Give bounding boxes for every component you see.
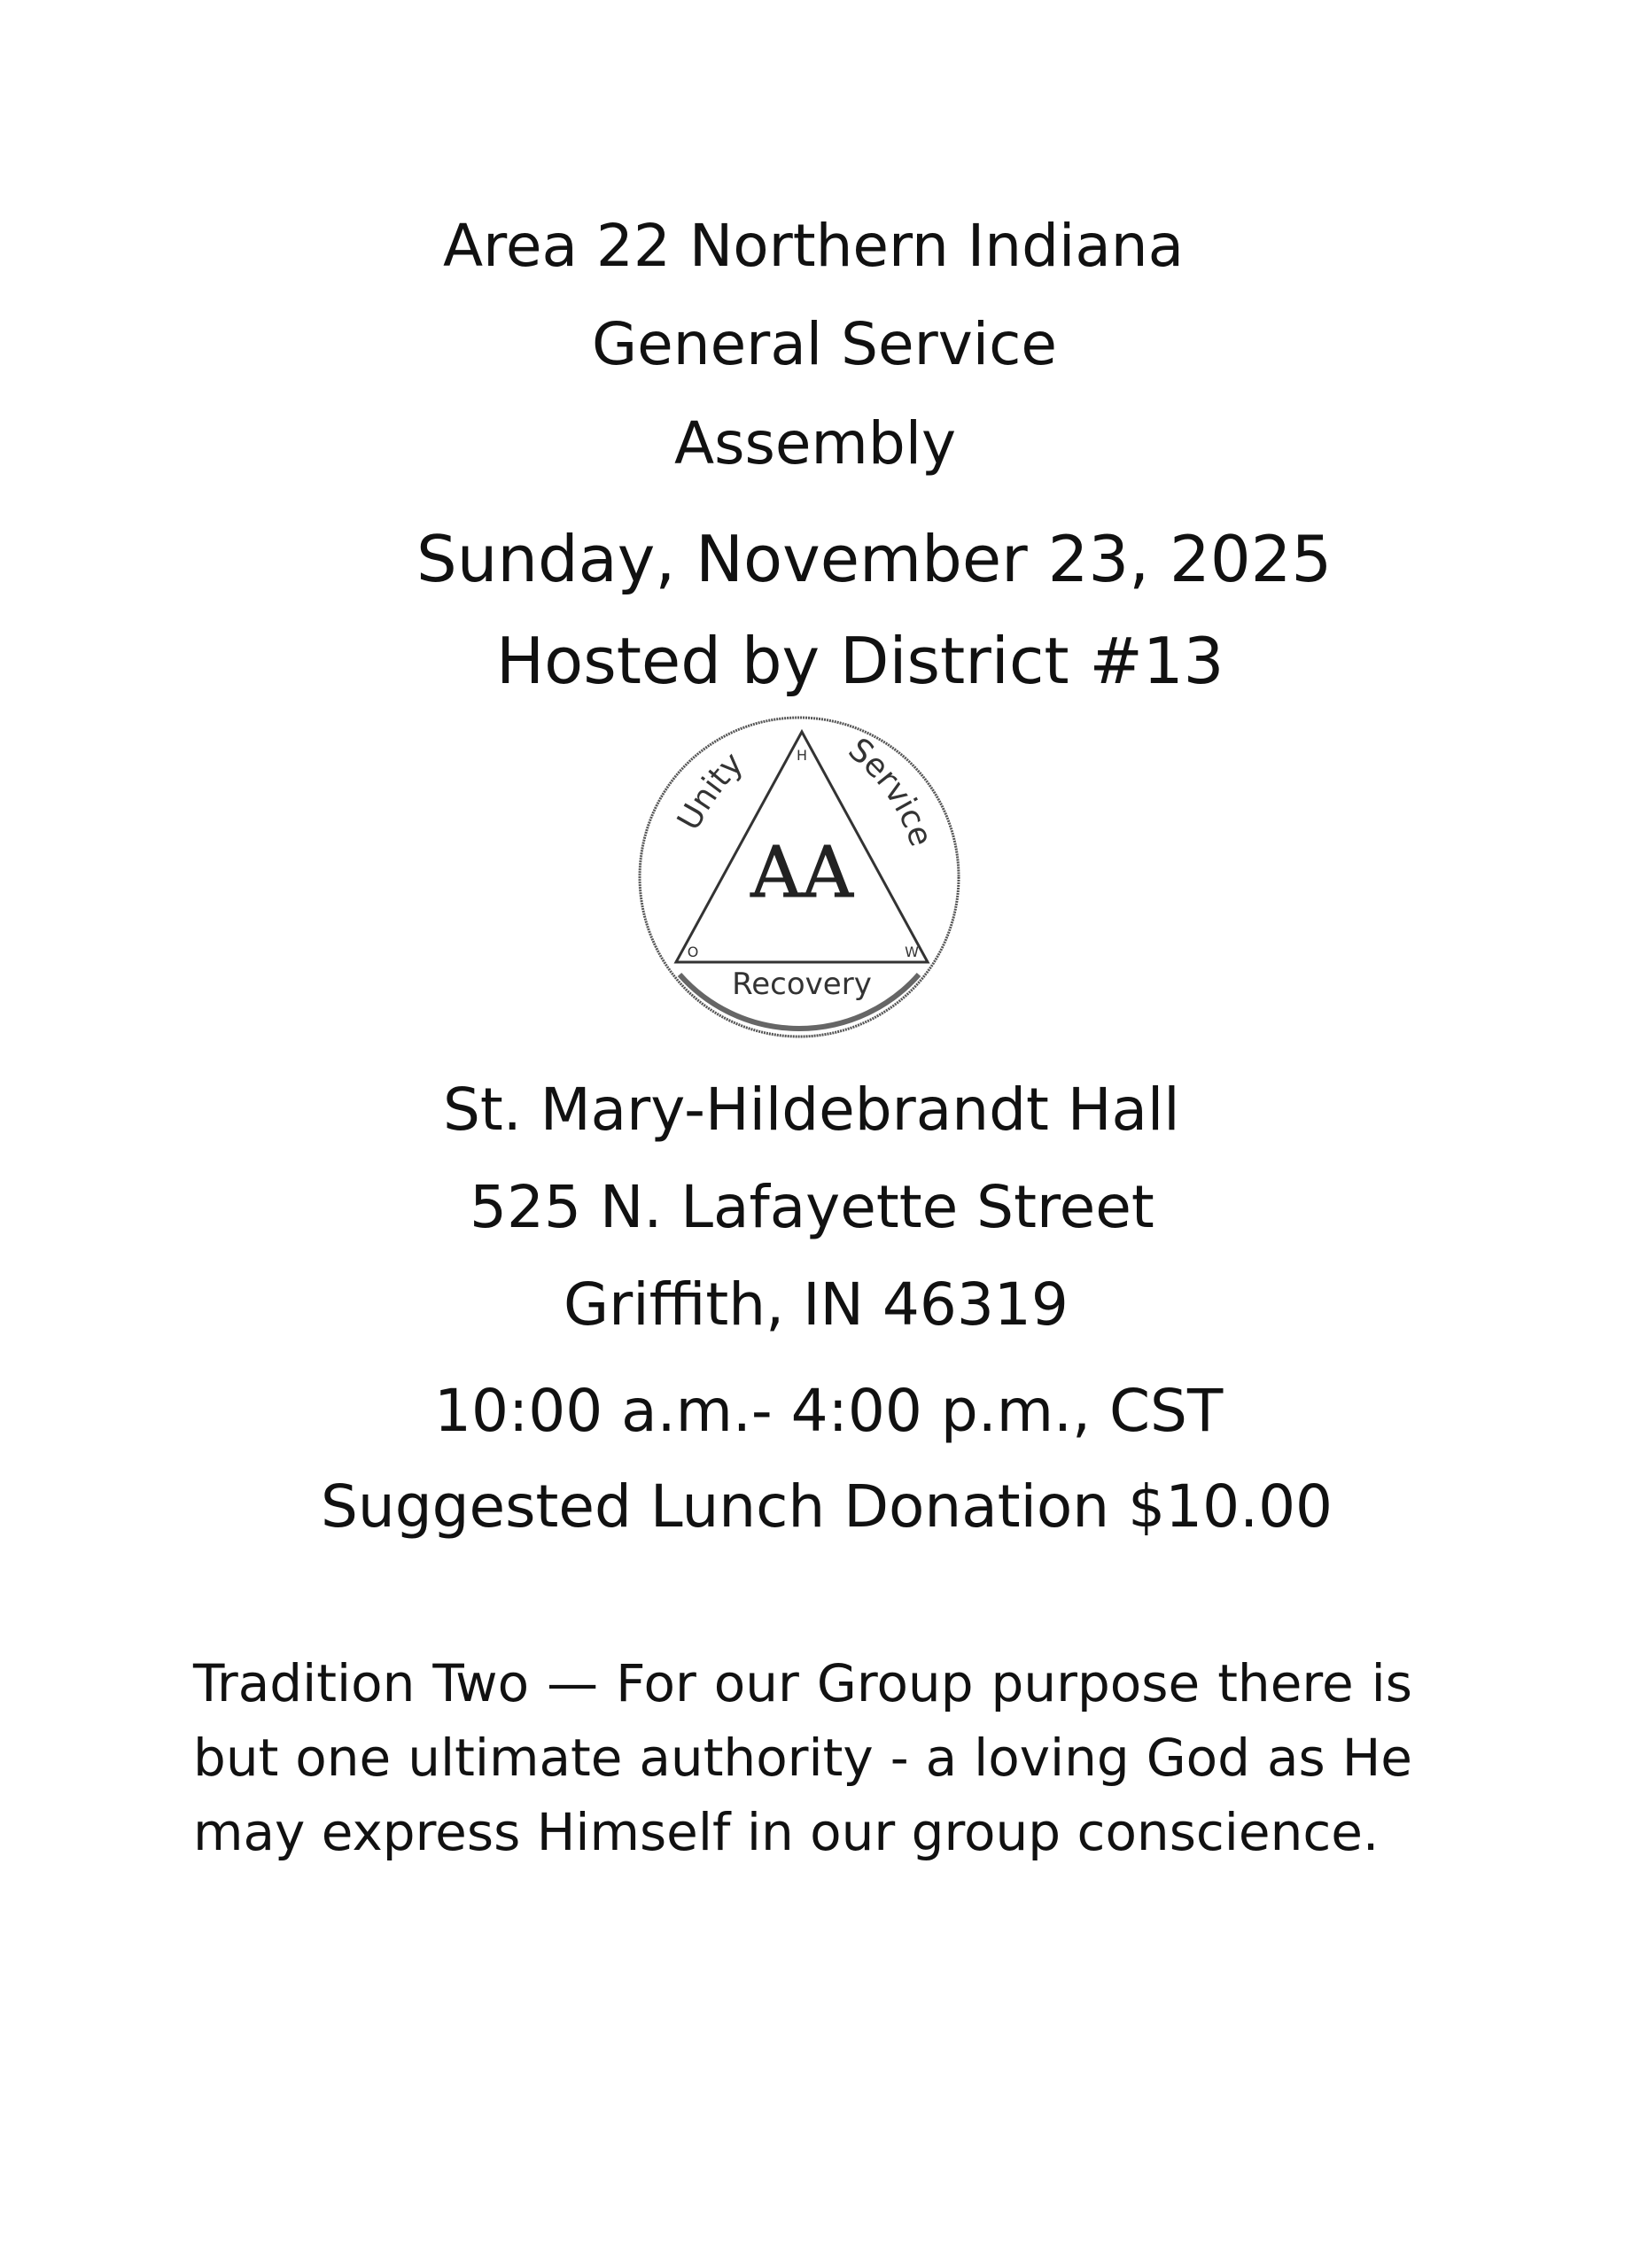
logo-top-letter: H (796, 747, 808, 764)
logo-left-corner-letter: O (687, 944, 699, 960)
tradition-two-text: Tradition Two — For our Group purpose there is but one ultimate authority - a loving God as He may express Himself in our group conscience. (193, 1653, 1412, 1862)
aa-logo-icon (626, 709, 972, 1045)
logo-service-path: Service (841, 731, 939, 851)
header-line-1: Area 22 Northern Indiana (443, 212, 1185, 280)
event-time: 10:00 a.m.- 4:00 p.m., CST (434, 1377, 1224, 1445)
logo-recovery-text: Recovery (732, 967, 872, 1002)
logo-unity-path: Unity (671, 745, 750, 837)
logo-center-text: AA (750, 831, 853, 913)
logo-right-corner-letter: W (905, 944, 919, 960)
header-line-2: General Service (592, 310, 1058, 378)
logo-unity-text (671, 745, 750, 836)
lunch-donation: Suggested Lunch Donation $10.00 (321, 1472, 1333, 1541)
host-district: Hosted by District #13 (496, 624, 1224, 698)
event-date: Sunday, November 23, 2025 (416, 522, 1333, 596)
venue-street: 525 N. Lafayette Street (470, 1173, 1154, 1241)
venue-name: St. Mary-Hildebrandt Hall (443, 1076, 1180, 1144)
venue-city: Griffith, IN 46319 (564, 1270, 1069, 1339)
header-line-3: Assembly (674, 409, 957, 478)
